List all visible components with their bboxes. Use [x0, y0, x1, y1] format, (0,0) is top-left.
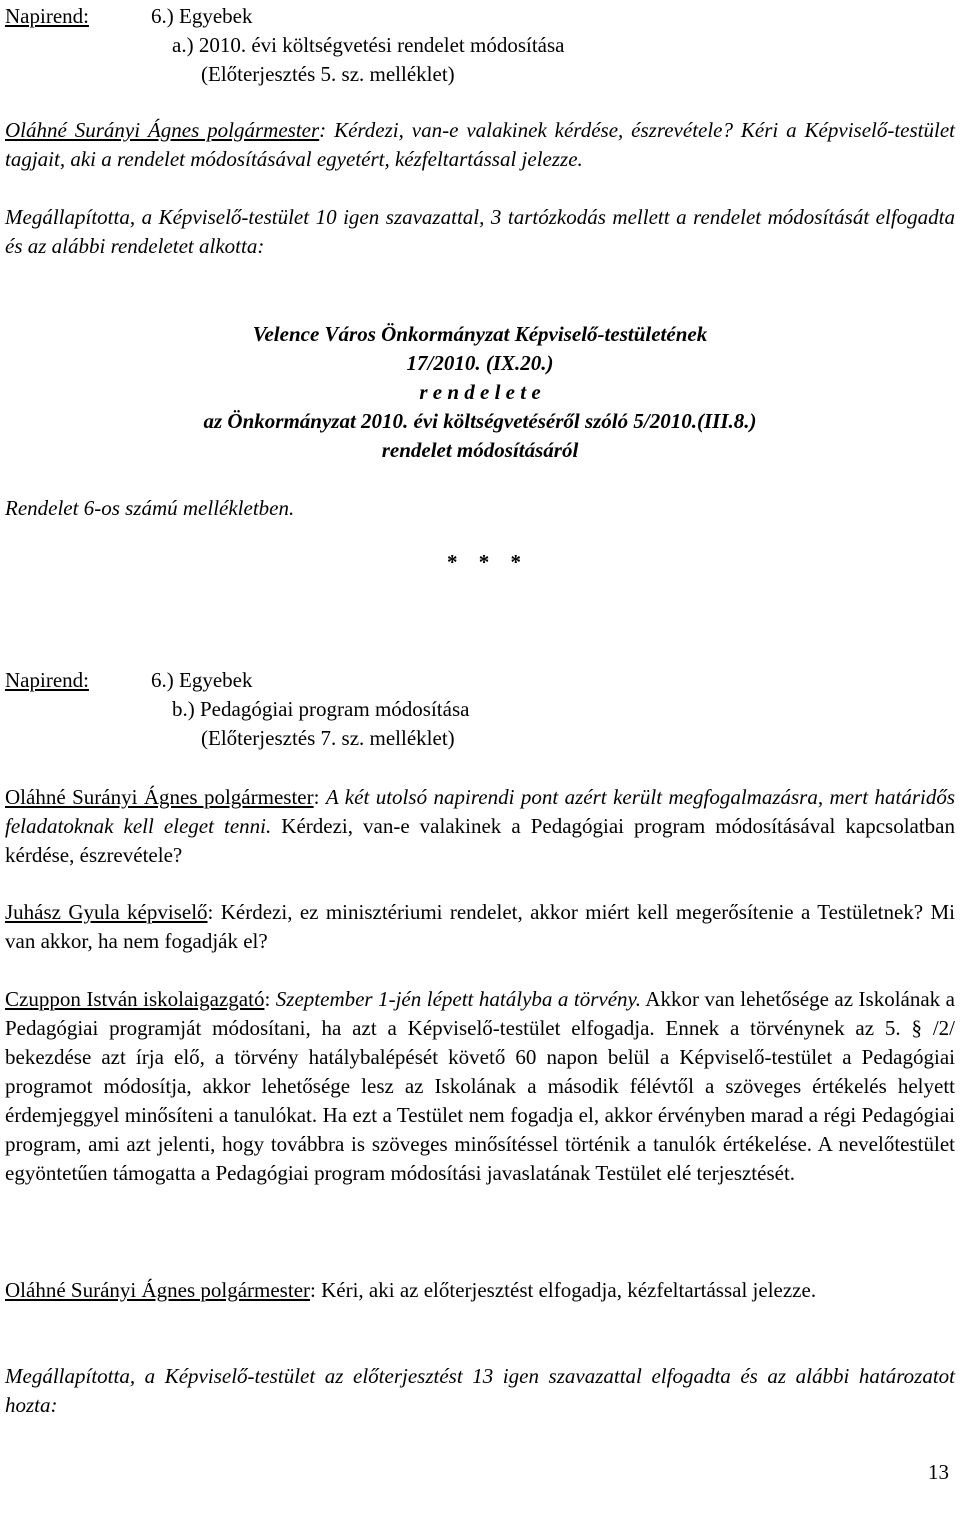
section-separator: * * *	[447, 550, 529, 574]
paragraph-mayor-question: Oláhné Surányi Ágnes polgármester: Kérdezi, van-e valakinek kérdése, észrevétele? Kéri a Képviselő-testület tagjait, aki a rendelet módosításával egyetért, kézfeltartással jelezze.	[5, 118, 955, 171]
agenda-label: Napirend:	[5, 668, 89, 692]
paragraph-mayor-intro: Oláhné Surányi Ágnes polgármester: A két utolsó napirendi pont azért került megfogalmazásra, mert határidős feladatoknak kell eleget tenni. Kérdezi, van-e valakinek a Pedagógiai program módosításával kapcsolatban kérdése, észrevétele?	[5, 785, 956, 867]
decree-note: Rendelet 6-os számú mellékletben.	[5, 496, 295, 520]
speaker-name: Juhász Gyula képviselő	[5, 900, 208, 924]
paragraph-mayor-request: Oláhné Surányi Ágnes polgármester: Kéri, aki az előterjesztést elfogadja, kézfeltartással jelezze.	[5, 1278, 817, 1302]
paragraph-vote-result	[5, 203, 955, 261]
speaker-name: Czuppon István iskolaigazgató	[5, 987, 265, 1011]
decree-title-line1: Velence Város Önkormányzat Képviselő-testületének	[252, 322, 708, 346]
paragraph-text-italic: A két utolsó napirendi pont azért került megfogalmazásra, mert határidős feladatoknak kell eleget tenni.	[5, 785, 956, 838]
paragraph-text: Kérdezi, ez minisztériumi rendelet, akkor miért kell megerősítenie a Testületnek? Mi van akkor, ha nem fogadják el?	[5, 900, 955, 953]
paragraph-text: Akkor van lehetősége az Iskolának a Pedagógiai programját módosítani, ha azt a Képviselő-testület elfogadja. Ennek a törvénynek az 5. § /2/ bekezdése azt írja elő, a törvény hatálybalépését követő 60 napon belül a Képviselő-testület a Pedagógiai programot módosítja, akkor lehetősége lesz az Iskolának a második félévtől a szöveges értékelés helyett érdemjeggyel minősíteni a tanulókat. Ha ezt a Testület nem fogadja el, akkor érvényben marad a régi Pedagógiai program, ami azt jelenti, hogy továbbra is szöveges minősítéssel történik a tanulók értékelése. A nevelőtestület egyöntetűen támogatta a Pedagógiai program módosítási javaslatának Testület elé terjesztését.	[5, 987, 955, 1185]
paragraph-text: Megállapította, a Képviselő-testület az előterjesztést 13 igen szavazattal elfogadta és az alábbi határozatot hozta:	[5, 1364, 955, 1417]
agenda-label: Napirend:	[5, 4, 89, 28]
paragraph-text: Kéri, aki az előterjesztést elfogadja, kézfeltartással jelezze.	[321, 1278, 817, 1302]
agenda-attachment: (Előterjesztés 5. sz. melléklet)	[201, 62, 455, 86]
paragraph-resolution-result	[5, 1362, 955, 1420]
page-number: 13	[928, 1460, 949, 1484]
paragraph-text: Megállapította, a Képviselő-testület 10 igen szavazattal, 3 tartózkodás mellett a rendelet módosítását elfogadta és az alábbi rendeletet alkotta:	[5, 205, 955, 258]
paragraph-text: Kérdezi, van-e valakinek a Pedagógiai program módosításával kapcsolatban kérdése, észrevétele?	[5, 814, 956, 867]
agenda-attachment: (Előterjesztés 7. sz. melléklet)	[201, 726, 455, 750]
agenda-number: 6.) Egyebek	[151, 4, 253, 28]
speaker-name: Oláhné Surányi Ágnes polgármester	[5, 785, 314, 809]
paragraph-juhasz-question: Juhász Gyula képviselő: Kérdezi, ez minisztériumi rendelet, akkor miért kell megerősítenie a Testületnek? Mi van akkor, ha nem fogadják el?	[5, 900, 955, 953]
decree-number: 17/2010. (IX.20.)	[406, 351, 554, 375]
agenda-subitem: b.) Pedagógiai program módosítása	[172, 697, 470, 721]
decree-subject: az Önkormányzat 2010. évi költségvetéséről szóló 5/2010.(III.8.)	[203, 409, 757, 433]
paragraph-text: Kérdezi, van-e valakinek kérdése, észrevétele? Kéri a Képviselő-testület tagjait, aki a rendelet módosításával egyetért, kézfeltartással jelezze.	[5, 118, 955, 171]
paragraph-czuppon-answer: Czuppon István iskolaigazgató: Szeptember 1-jén lépett hatályba a törvény. Akkor van lehetősége az Iskolának a Pedagógiai programját módosítani, ha azt a Képviselő-testület elfogadja. Ennek a törvénynek az 5. § /2/ bekezdése azt írja elő, a törvény hatálybalépését követő 60 napon belül a Képviselő-testület a Pedagógiai programot módosítja, akkor lehetősége lesz az Iskolának a második félévtől a szöveges értékelés helyett érdemjeggyel minősíteni a tanulókat. Ha ezt a Testület nem fogadja el, akkor érvényben marad a régi Pedagógiai program, ami azt jelenti, hogy továbbra is szöveges minősítéssel történik a tanulók értékelése. A nevelőtestület egyöntetűen támogatta a Pedagógiai program módosítási javaslatának Testület elé terjesztését.	[5, 987, 955, 1185]
decree-subject-end: rendelet módosításáról	[381, 438, 579, 462]
document-page	[5, 0, 955, 1517]
agenda-subitem: a.) 2010. évi költségvetési rendelet módosítása	[172, 33, 565, 57]
paragraph-text-italic: Szeptember 1-jén lépett hatályba a törvény.	[275, 987, 641, 1011]
speaker-name: Oláhné Surányi Ágnes polgármester	[5, 118, 320, 142]
speaker-name: Oláhné Surányi Ágnes polgármester	[5, 1278, 311, 1302]
agenda-number: 6.) Egyebek	[151, 668, 253, 692]
decree-label: r e n d e l e t e	[419, 380, 541, 404]
